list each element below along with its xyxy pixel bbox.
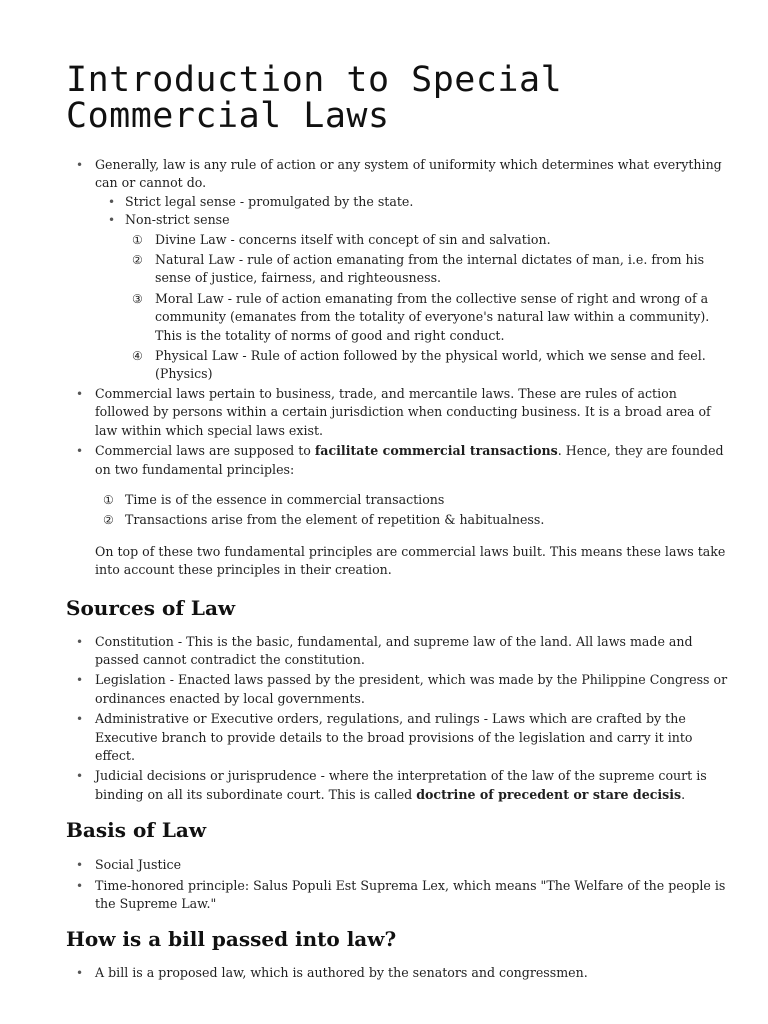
circled-number: ① — [132, 232, 143, 247]
list-item: • Commercial laws pertain to business, trade, and mercantile laws. These are rules of action followed by persons within a certain jurisdiction when conducting business. It is a broad area of law within which special laws exist. — [66, 385, 734, 440]
circled-number: ① — [103, 492, 114, 507]
list-item: • Administrative or Executive orders, regulations, and rulings - Laws which are crafted by the Executive branch to provide details to the broad provisions of the legislation and carry it into effect. — [66, 710, 734, 765]
sources-list — [66, 633, 734, 805]
circled-number: ④ — [132, 349, 143, 364]
bill-list — [66, 964, 734, 982]
list-item: • Constitution - This is the basic, fundamental, and supreme law of the land. All laws made and passed cannot contradict the constitution. — [66, 633, 734, 670]
list-item — [66, 251, 734, 288]
list-item-text: Natural Law - rule of action emanating from the internal dictates of man, i.e. from his sense of justice, fairness, and righteousness. — [155, 252, 705, 286]
list-item-text: Moral Law - rule of action emanating from the collective sense of right and wrong of a community (emanates from the totality of everyone's natural law within a community). This is the totality of norms of good and right conduct. — [155, 290, 710, 343]
circled-number: ② — [103, 513, 114, 528]
circled-number: ② — [132, 253, 143, 268]
title-line-2: Commercial Laws — [66, 96, 390, 136]
list-item: • Strict legal sense - promulgated by the state. — [66, 193, 734, 211]
text-run: . — [681, 786, 686, 802]
list-item: • Legislation - Enacted laws passed by the president, which was made by the Philippine Congress or ordinances enacted by local governments. — [66, 671, 734, 708]
list-item: • Non-strict sense — [66, 211, 734, 229]
section-heading-basis: Basis of Law — [66, 818, 207, 843]
list-item — [66, 290, 734, 345]
page-title — [66, 0, 734, 134]
list-item — [66, 347, 734, 384]
text-run: Judicial decisions or jurisprudence - where the interpretation of the law of the supreme court is binding on all its subordinate court. This is called — [95, 768, 707, 802]
list-item-text: Transactions arise from the element of repetition & habitualness. — [125, 512, 545, 528]
emphasis: facilitate commercial transactions — [314, 443, 558, 459]
list-item-text: Time is of the essence in commercial transactions — [125, 491, 445, 507]
list-item: • Time-honored principle: Salus Populi Est Suprema Lex, which means "The Welfare of the people is the Supreme Law." — [66, 877, 734, 914]
section-heading-bill: How is a bill passed into law? — [66, 927, 397, 952]
text-run: . Hence, they are founded on two fundamental principles: — [95, 443, 724, 477]
intro-list — [66, 156, 734, 479]
list-item — [66, 442, 734, 479]
text-run: Commercial laws are supposed to — [95, 443, 315, 459]
principles-list — [66, 491, 734, 530]
list-item-text: Physical Law - Rule of action followed by the physical world, which we sense and feel. (Physics) — [155, 348, 706, 382]
list-item: • Generally, law is any rule of action or any system of uniformity which determines what everything can or cannot do. — [66, 156, 734, 193]
basis-list — [66, 856, 734, 913]
circled-number: ③ — [132, 291, 143, 306]
list-item: • A bill is a proposed law, which is authored by the senators and congressmen. — [66, 964, 734, 982]
list-item — [66, 231, 734, 249]
emphasis: doctrine of precedent or stare decisis — [416, 786, 682, 802]
title-line-1: Introduction to Special — [66, 60, 563, 100]
list-item-text: Divine Law - concerns itself with concept of sin and salvation. — [155, 231, 551, 247]
list-item: • Social Justice — [66, 856, 734, 874]
list-item — [66, 511, 734, 529]
section-heading-sources: Sources of Law — [66, 595, 236, 620]
list-item — [66, 491, 734, 509]
list-item — [66, 767, 734, 804]
closing-paragraph: On top of these two fundamental principles are commercial laws built. This means these laws take into account these principles in their creation. — [95, 543, 726, 578]
